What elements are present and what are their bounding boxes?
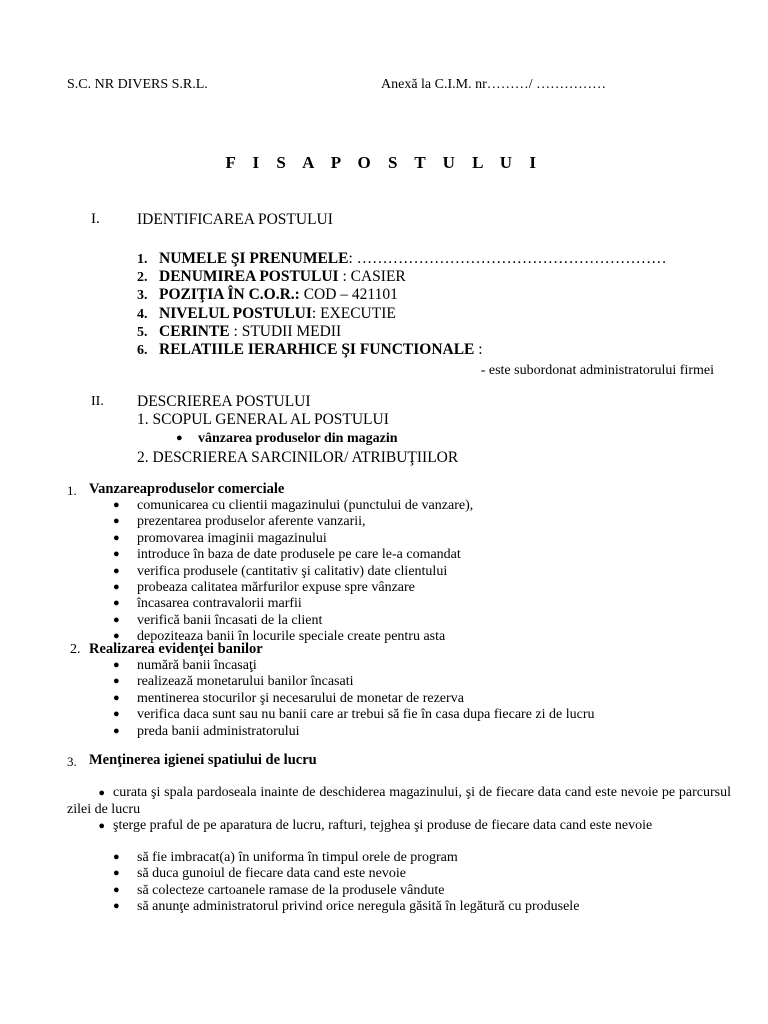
identification-item	[137, 250, 667, 268]
cleaning-paragraph-floor: ● curata şi spala pardoseala inainte de deschiderea magazinului, şi de fiecare data cand este nevoie pe parcursul zilei de lucru	[67, 785, 731, 817]
tasks-heading: 2. DESCRIEREA SARCINILOR/ ATRIBUŢIILOR	[137, 449, 459, 466]
item-label: NIVELUL POSTULUI	[159, 304, 312, 322]
list-item: ● numără banii încasaţi	[113, 658, 257, 673]
list-item: ● depoziteaza banii în locurile speciale create pentru asta	[113, 629, 446, 645]
item-value: COD – 421101	[299, 286, 398, 304]
task-group-2-list	[113, 657, 595, 739]
item-value: : STUDII MEDII	[229, 322, 342, 340]
list-item: ● verifică banii încasati de la client	[113, 612, 323, 628]
item-number: 5.	[137, 324, 148, 340]
section-2-title: DESCRIEREA POSTULUI	[137, 393, 311, 410]
bullet-icon: ●	[113, 883, 120, 896]
task-group-1-number: 1.	[67, 483, 77, 498]
task-group-1-list	[113, 497, 473, 645]
bullet-icon: ●	[176, 432, 183, 444]
item-value: : EXECUTIE	[311, 304, 396, 322]
identification-list	[137, 250, 667, 359]
item-value: :	[474, 340, 483, 358]
bullet-icon: ●	[98, 787, 105, 799]
task-group-3-number: 3.	[67, 754, 77, 769]
bullet-icon: ●	[113, 564, 120, 577]
section-2-number: II.	[91, 394, 104, 409]
bullet-icon: ●	[113, 531, 120, 544]
bullet-icon: ●	[113, 867, 120, 880]
identification-item	[137, 305, 667, 323]
section-1-number: I.	[91, 211, 100, 227]
item-value: : CASIER	[338, 268, 406, 286]
item-label: RELATIILE IERARHICE ŞI FUNCTIONALE	[159, 340, 475, 358]
bullet-icon: ●	[113, 851, 120, 863]
identification-item	[137, 341, 667, 359]
list-item: ● să colecteze cartoanele ramase de la produsele vândute	[113, 882, 445, 898]
list-item: ● preda banii administratorului	[113, 723, 300, 739]
task-group-2-title: Realizarea evidenţei banilor	[89, 641, 263, 657]
subordination-note: - este subordonat administratorului firmei	[480, 363, 714, 378]
section-1-title: IDENTIFICAREA POSTULUI	[137, 211, 333, 228]
list-item: ● să fie imbracat(a) în uniforma în timpul orele de program	[113, 850, 458, 865]
list-item: ● promovarea imaginii magazinului	[113, 530, 327, 546]
bullet-icon: ●	[113, 515, 120, 528]
task-group-2-number: 2.	[70, 642, 81, 657]
cleaning-paragraph-dust: ● şterge praful de pe aparatura de lucru, rafturi, tejghea şi produse de fiecare data cand este nevoie	[67, 818, 731, 835]
general-scope-heading: 1. SCOPUL GENERAL AL POSTULUI	[137, 411, 389, 428]
list-item: ● prezentarea produselor aferente vanzarii,	[113, 514, 366, 530]
list-item: ● realizează monetarului banilor încasati	[113, 674, 354, 690]
list-item: ● încasarea contravalorii marfii	[113, 596, 302, 612]
list-item: ● să anunţe administratorul privind orice neregula găsită în legătură cu produsele	[113, 899, 580, 915]
item-number: 1.	[137, 252, 148, 267]
bullet-icon: ●	[113, 691, 120, 704]
bullet-icon: ●	[113, 613, 120, 626]
identification-item	[137, 323, 667, 341]
identification-item	[137, 286, 667, 304]
identification-item	[137, 268, 667, 286]
item-label: CERINTE	[159, 322, 230, 340]
bullet-icon: ●	[113, 724, 120, 737]
item-value: : ……………………………………………………	[348, 250, 667, 267]
scope-bullet-item: ● vânzarea produselor din magazin	[176, 431, 398, 446]
bullet-icon: ●	[113, 597, 120, 610]
list-item: ● introduce în baza de date produsele pe care le-a comandat	[113, 547, 461, 563]
bullet-icon: ●	[113, 548, 120, 561]
bullet-icon: ●	[113, 580, 120, 593]
document-title: F I S A P O S T U L U I	[225, 153, 543, 172]
list-item: ● verifica produsele (cantitativ şi calitativ) date clientului	[113, 563, 448, 579]
list-item: ● probeaza calitatea mărfurilor expuse spre vânzare	[113, 579, 415, 595]
company-name: S.C. NR DIVERS S.R.L.	[67, 77, 208, 92]
item-number: 6.	[137, 342, 148, 358]
bullet-icon: ●	[113, 900, 120, 913]
bullet-icon: ●	[113, 675, 120, 688]
annex-reference: Anexă la C.I.M. nr………/ ……………	[381, 77, 607, 92]
item-label: NUMELE ŞI PRENUMELE	[159, 250, 349, 267]
bullet-icon: ●	[113, 708, 120, 721]
list-item: ● comunicarea cu clientii magazinului (punctului de vanzare),	[113, 498, 474, 513]
bullet-icon: ●	[98, 820, 105, 832]
list-item: ● mentinerea stocurilor şi necesarului de monetar de rezerva	[113, 690, 464, 706]
task-group-1-title: Vanzareaproduselor comerciale	[89, 481, 285, 497]
bullet-icon: ●	[113, 499, 120, 511]
item-number: 3.	[137, 288, 148, 304]
task-group-3-title: Menţinerea igienei spatiului de lucru	[89, 752, 317, 768]
bullet-icon: ●	[113, 659, 120, 671]
item-label: POZIŢIA ÎN C.O.R.:	[159, 286, 300, 304]
item-number: 2.	[137, 270, 148, 286]
item-label: DENUMIREA POSTULUI	[159, 268, 339, 286]
item-number: 4.	[137, 306, 148, 322]
task-group-3-list	[113, 849, 579, 915]
list-item: ● să duca gunoiul de fiecare data cand este nevoie	[113, 866, 406, 882]
list-item: ● verifica daca sunt sau nu banii care ar trebui să fie în casa dupa fiecare zi de lucru	[113, 707, 595, 723]
bullet-icon: ●	[113, 630, 120, 643]
